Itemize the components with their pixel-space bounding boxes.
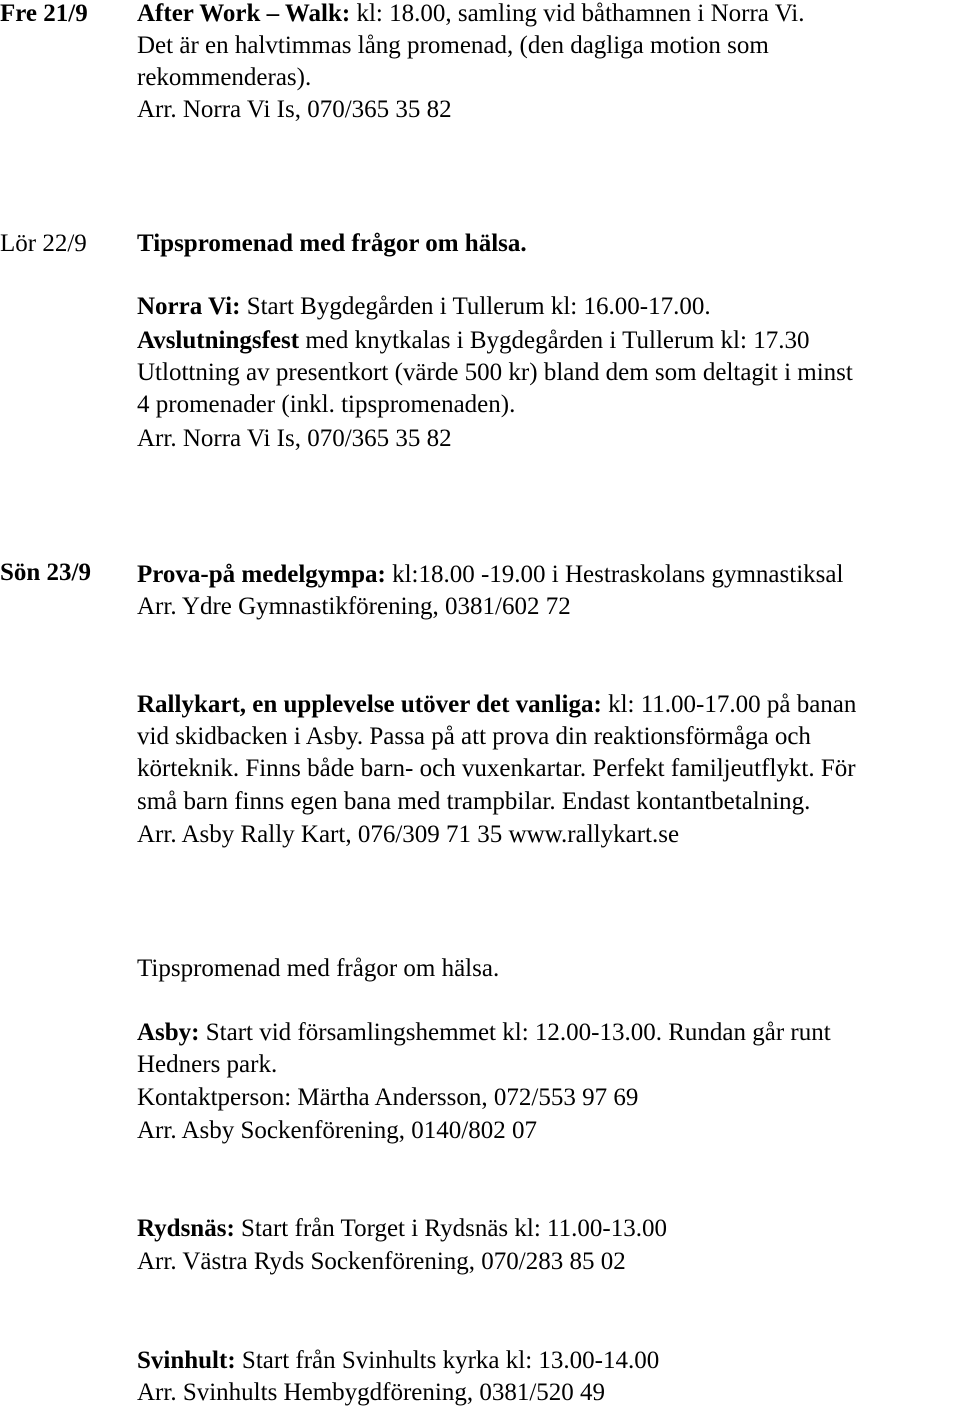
event-title: Norra Vi:	[137, 293, 241, 320]
event-title: Avslutningsfest	[137, 327, 300, 354]
entry-line	[137, 1345, 659, 1377]
organizer-text: Arr. Norra Vi Is, 070/365 35 82	[137, 96, 452, 123]
event-text: kl:18.00 -19.00 i Hestraskolans gymnastiksal	[385, 561, 844, 588]
event-text: körteknik. Finns både barn- och vuxenkartar. Perfekt familjeutflykt. För	[137, 755, 856, 782]
organizer-line	[137, 94, 452, 126]
entry-line	[137, 753, 856, 785]
event-text: Start Bygdegården i Tullerum kl: 16.00-17.00.	[240, 293, 711, 320]
organizer-line	[137, 1246, 626, 1278]
event-text: Det är en halvtimmas lång promenad, (den dagliga motion som	[137, 32, 769, 59]
entry-date: Fre 21/9	[0, 0, 88, 27]
event-text: kl: 18.00, samling vid båthamnen i Norra Vi.	[350, 0, 805, 27]
event-title: Prova-på medelgympa:	[137, 561, 386, 588]
entry-line	[137, 291, 711, 323]
entry-date: Lör 22/9	[0, 230, 87, 257]
event-text: med knytkalas i Bygdegården i Tullerum kl: 17.30	[299, 327, 810, 354]
event-title: After Work – Walk:	[137, 0, 351, 27]
entry-line	[137, 559, 843, 591]
entry-line	[137, 953, 499, 985]
event-text: kl: 11.00-17.00 på banan	[601, 691, 857, 718]
entry-line	[137, 30, 769, 62]
event-text: 4 promenader (inkl. tipspromenaden).	[137, 391, 516, 418]
event-title: Rallykart, en upplevelse utöver det vanliga:	[137, 691, 602, 718]
organizer-line	[137, 591, 571, 623]
organizer-line	[137, 1115, 537, 1147]
entry-date: Sön 23/9	[0, 559, 92, 586]
event-title: Rydsnäs:	[137, 1215, 235, 1242]
event-title: Svinhult:	[137, 1347, 236, 1374]
event-text: små barn finns egen bana med trampbilar. Endast kontantbetalning.	[137, 788, 811, 815]
event-title: Tipspromenad med frågor om hälsa.	[137, 230, 527, 257]
entry-line	[137, 1213, 667, 1245]
event-title: Asby:	[137, 1019, 200, 1046]
event-text: vid skidbacken i Asby. Passa på att prova din reaktionsförmåga och	[137, 723, 811, 750]
event-text: Start från Svinhults kyrka kl: 13.00-14.00	[235, 1347, 660, 1374]
entry-line	[137, 357, 853, 389]
organizer-text: Arr. Asby Rally Kart, 076/309 71 35 www.rallykart.se	[137, 821, 680, 848]
organizer-text: Arr. Ydre Gymnastikförening, 0381/602 72	[137, 593, 571, 620]
entry-line	[137, 62, 311, 94]
organizer-text: Arr. Asby Sockenförening, 0140/802 07	[137, 1117, 537, 1144]
contact-line	[137, 1082, 638, 1114]
event-title: Tipspromenad med frågor om hälsa.	[137, 955, 500, 982]
entry-line	[137, 689, 856, 721]
event-text: rekommenderas).	[137, 64, 312, 91]
organizer-line	[137, 1377, 605, 1409]
entry-line	[137, 786, 810, 818]
event-text: Start vid församlingshemmet kl: 12.00-13.00. Rundan går runt	[199, 1019, 831, 1046]
entry-line	[137, 1017, 831, 1049]
entry-line	[137, 0, 804, 30]
event-text: Hedners park.	[137, 1051, 278, 1078]
entry-line	[137, 228, 527, 260]
entry-line	[137, 1049, 277, 1081]
organizer-line	[137, 819, 679, 851]
entry-line	[137, 325, 809, 357]
entry-line	[137, 721, 811, 753]
organizer-text: Arr. Svinhults Hembygdförening, 0381/520 49	[137, 1379, 606, 1406]
organizer-text: Arr. Norra Vi Is, 070/365 35 82	[137, 425, 452, 452]
organizer-line	[137, 423, 452, 455]
contact-text: Kontaktperson: Märtha Andersson, 072/553 97 69	[137, 1084, 639, 1111]
event-text: Utlottning av presentkort (värde 500 kr) bland dem som deltagit i minst	[137, 359, 853, 386]
organizer-text: Arr. Västra Ryds Sockenförening, 070/283 85 02	[137, 1248, 626, 1275]
entry-line	[137, 389, 515, 421]
event-text: Start från Torget i Rydsnäs kl: 11.00-13.00	[234, 1215, 667, 1242]
